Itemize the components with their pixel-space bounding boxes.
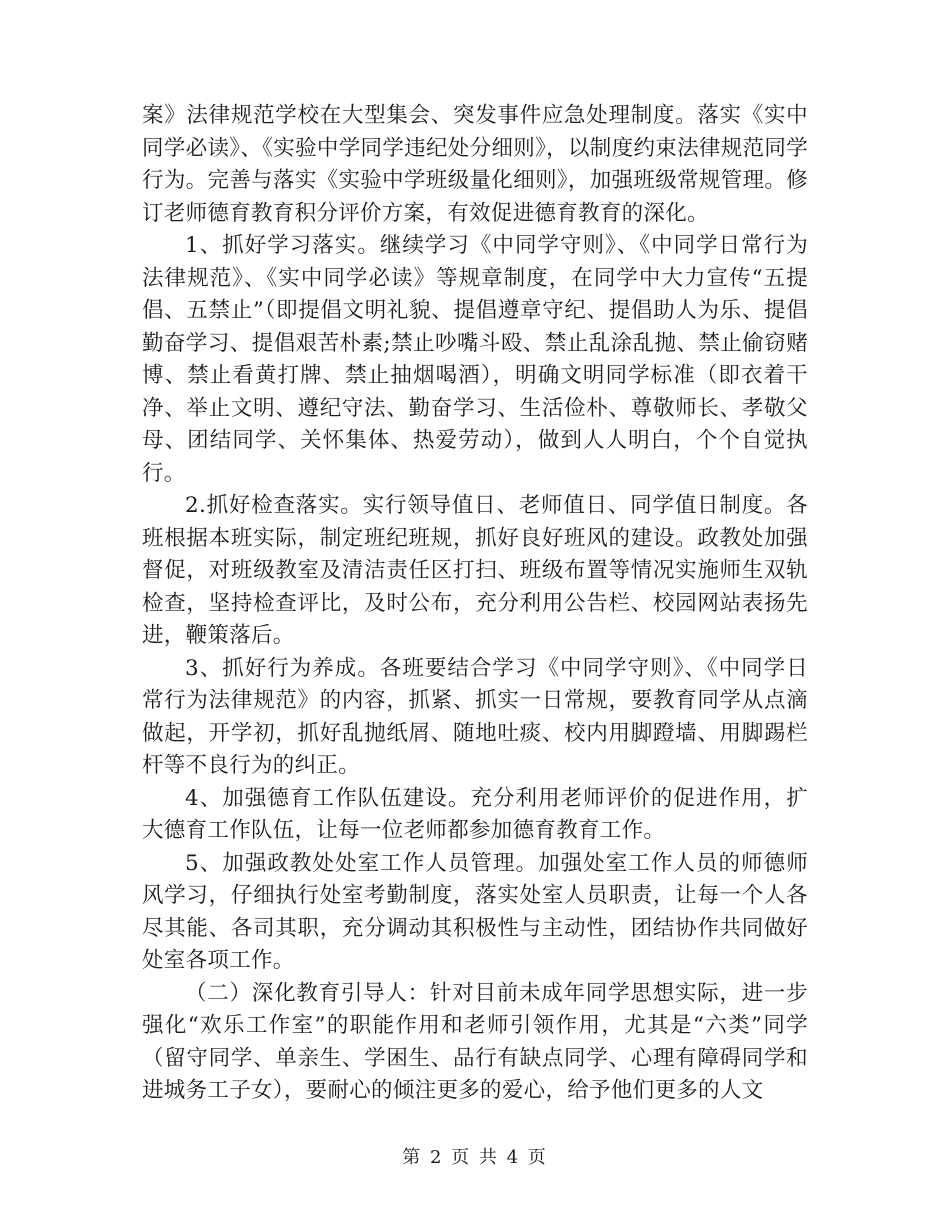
paragraph-item-2: 2.抓好检查落实。实行领导值日、老师值日、同学值日制度。各班根据本班实际，制定班纪班规，抓好良好班风的建设。政教处加强督促，对班级教室及清洁责任区打扫、班级布置等情况实施师生双轨检查，坚持检查评比，及时公布，充分利用公告栏、校园网站表扬先进，鞭策落后。 [142, 493, 808, 648]
paragraph-item-1: 1、抓好学习落实。继续学习《中同学守则》、《中同学日常行为法律规范》、《实中同学必读》等规章制度，在同学中大力宣传“五提倡、五禁止”（即提倡文明礼貌、提倡遵章守纪、提倡助人为乐、提倡勤奋学习、提倡艰苦朴素;禁止吵嘴斗殴、禁止乱涂乱抛、禁止偷窃赌博、禁止看黄打牌、禁止抽烟喝酒），明确文明同学标准（即衣着干净、举止文明、遵纪守法、勤奋学习、生活俭朴、尊敬师长、孝敬父母、团结同学、关怀集体、热爱劳动），做到人人明白，个个自觉执行。 [142, 233, 808, 486]
paragraph-item-5: 5、加强政教处处室工作人员管理。加强处室工作人员的师德师风学习，仔细执行处室考勤制度，落实处室人员职责，让每一个人各尽其能、各司其职，充分调动其积极性与主动性，团结协作共同做好处室各项工作。 [142, 850, 808, 973]
paragraph-continued: 案》法律规范学校在大型集会、突发事件应急处理制度。落实《实中同学必读》、《实验中学同学违纪处分细则》，以制度约束法律规范同学行为。完善与落实《实验中学班级量化细则》，加强班级常规管理。修订老师德育教育积分评价方案，有效促进德育教育的深化。 [142, 103, 808, 226]
paragraph-item-4: 4、加强德育工作队伍建设。充分利用老师评价的促进作用，扩大德育工作队伍，让每一位老师都参加德育教育工作。 [142, 785, 808, 843]
paragraph-item-3: 3、抓好行为养成。各班要结合学习《中同学守则》、《中同学日常行为法律规范》的内容，抓紧、抓实一日常规，要教育同学从点滴做起，开学初，抓好乱抛纸屑、随地吐痰、校内用脚蹬墙、用脚踢栏杆等不良行为的纠正。 [142, 655, 808, 778]
page-number-footer: 第 2 页 共 4 页 [402, 1147, 548, 1168]
paragraph-section-2: （二）深化教育引导人：针对目前未成年同学思想实际，进一步强化“欢乐工作室”的职能作用和老师引领作用，尤其是“六类”同学（留守同学、单亲生、学困生、品行有缺点同学、心理有障碍同学和进城务工子女），要耐心的倾注更多的爱心，给予他们更多的人文 [142, 980, 808, 1103]
document-body [142, 100, 808, 1108]
